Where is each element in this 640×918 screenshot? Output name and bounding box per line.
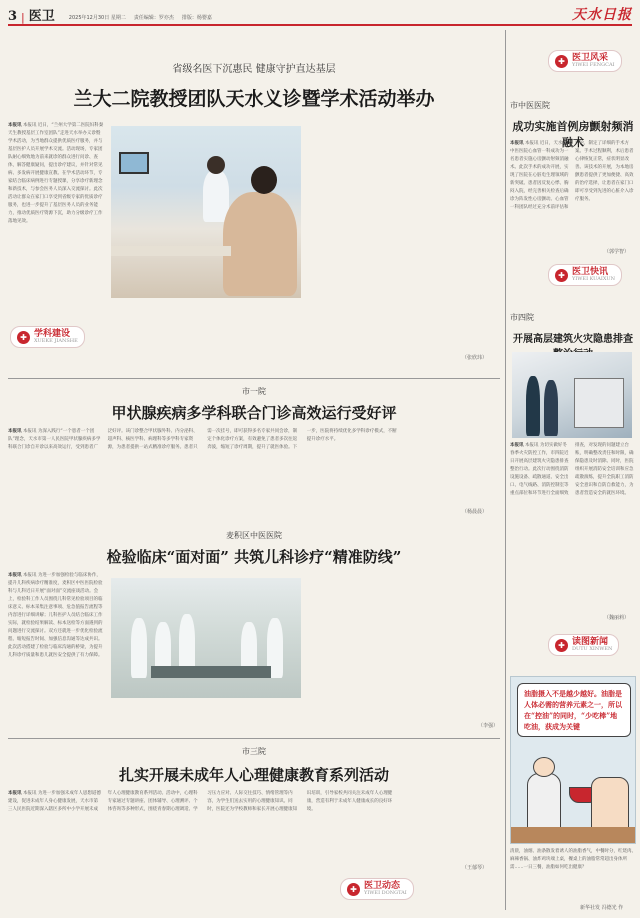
- main-headline: 兰大二院教授团队天水义诊暨学术活动举办: [73, 88, 435, 110]
- column-rule: [505, 30, 506, 910]
- rubric-kuaixun: [548, 264, 622, 286]
- rubric-kuaixun-cn: 医卫快讯: [572, 267, 609, 277]
- cross-icon: ✚: [555, 639, 568, 652]
- inspector-figure: [544, 380, 558, 436]
- diner-figure: [591, 777, 629, 831]
- third-dateline: 市三院: [242, 747, 266, 756]
- fourth-byline: （魏丽莉）: [604, 615, 630, 621]
- patient-figure: [223, 192, 297, 296]
- patient-head: [251, 166, 277, 194]
- tcm-byline: （郭学智）: [604, 249, 630, 255]
- main-byline: （张欣玮）: [462, 355, 488, 361]
- third-headline: 扎实开展未成年人心理健康教育系列活动: [118, 766, 389, 784]
- table-shape: [151, 666, 271, 678]
- tcm-body-text: 本报讯 近日，天水市中医医院心血管一科成功为一名患者实施心房颤动射频消融术。此次手术的成功开展，实现了医院在心脏电生理领域的新突破。患者因反复心悸、胸闷入院，经完善相关检查后确诊为阵发性心房颤动。心血管一科团队经过充分术前评估和讨论，制定了详细的手术方案。手术过程顺利，术后患者心律恢复正常，症状明显改善。该技术的开展，为本地房颤患者提供了更加便捷、高效的治疗选择，让患者在家门口即可享受到先进的心脏介入诊疗服务。: [510, 141, 634, 210]
- fourth-body: 本报讯 本报讯 为切实做好冬春季火灾防控工作，市四院近日开展高层建筑火灾隐患排查整治行动。此次行动围绕消防设施设备、疏散通道、安全出口、电气线路、消防控制室等重点部位和环节进行全面细致排查，对发现的问题建立台账，明确整改责任和时限，确保隐患及时消除。同时，医院组织开展消防安全培训和应急疏散演练，提升全院职工消防安全意识和自防自救能力，为患者营造安全的就医环境。: [510, 443, 634, 496]
- rubric-dongtai-cn: 医卫动态: [364, 881, 401, 891]
- rubric-dutu: [548, 634, 619, 656]
- maiji-headline: 检验临床“面对面” 共筑儿科诊疗“精准防线”: [106, 548, 402, 566]
- cross-icon: ✚: [555, 55, 568, 68]
- cartoon-caption: 清晨，油烟、油条散发着诱人的油脂香气，中餐时分，红烧肉、麻辣香锅、油炸鸡块端上桌，餐桌上的油脂常常超出身体所需……一日三餐，油脂如何吃出健康？: [510, 849, 636, 870]
- cross-icon: ✚: [17, 331, 30, 344]
- rubric-yiwei-en: YIWEI FENGCAI: [572, 62, 615, 68]
- newspaper-logo: 天水日报: [572, 7, 632, 23]
- third-body: 本报讯 本报讯 为进一步加强未成年人思想道德建设，促进未成年人身心健康发展，天水市第三人民医院近期深入辖区多所中小学开展未成年人心理健康教育系列活动。活动中，心理科专家通过专题讲座、团体辅导、心理测评、个体咨询等多种形式，围绕青春期心理调适、学习压力应对、人际交往技巧、情绪管理等内容，为学生们送去实用的心理健康知识。同时，医院还为学校教师和家长开展心理健康知识培训，引导家校共同关注未成年人心理健康，营造有利于未成年人健康成长的良好环境。: [8, 791, 393, 812]
- tcm-body: 本报讯 本报讯 近日，天水市中医医院心血管一科成功为一名患者实施心房颤动射频消融术。此次手术的成功开展，实现了医院在心脏电生理领域的新突破。患者因反复心悸、胸闷入院，经完善相关检查后确诊为阵发性心房颤动。心血管一科团队经过充分术前评估和讨论，制定了详细的手术方案。手术过程顺利，术后患者心律恢复正常，症状明显改善。该技术的开展，为本地房颤患者提供了更加便捷、高效的治疗选择，让患者在家门口即可享受到先进的心脏介入诊疗服务。: [510, 141, 634, 210]
- rubric-kuaixun-en: YIWEI KUAIXUN: [572, 276, 615, 282]
- staff-figure: [131, 618, 147, 678]
- desk-shape: [111, 246, 231, 256]
- cross-icon: ✚: [347, 883, 360, 896]
- maiji-body-text: 本报讯 为进一步加强检验与临床协作，提升儿科疾病诊疗精准度，麦积区中医医院检验科与儿科近日开展“面对面”交流座谈活动。会上，检验科工作人员围绕儿科常见检验项目的临床意义、标本采集注意事项、危急值报告流程等内容进行详细讲解；儿科医护人员结合临床工作实际，就检验结果解读、标本送检等方面遇到的问题进行交流探讨。双方还就进一步优化检验流程、缩短报告时间、加强信息沟通等达成共识。此次活动搭建了检验与临床沟通的桥梁，为提升儿科诊疗质量和患儿就医安全提供了有力保障。: [8, 573, 103, 658]
- cartoon-credit: 新华社发 冯德光 作: [580, 905, 624, 911]
- tcm-dateline: 市中医医院: [510, 101, 550, 110]
- first-headline: 甲状腺疾病多学科联合门诊高效运行受好评: [111, 404, 397, 422]
- cartoon-speech-bubble: 油脂摄入不是越少越好。油脂是人体必需的营养元素之一，所以在“控油”的同时，“少吃棒”地吃油，获成为关键: [517, 683, 631, 737]
- rubric-dongtai: [340, 878, 414, 900]
- first-body-text: 本报讯 为深入践行“一个患者一个团队”理念，天水市第一人民医院甲状腺疾病多学科联合门诊自开诊以来高效运行，受到患者广泛好评。该门诊整合甲状腺外科、内分泌科、超声科、核医学科、病理科等多学科专家资源，为患者提供一站式精准诊疗服务。患者只需一次挂号，即可获得多名专家共同会诊，制定个体化诊疗方案，有效避免了患者多次往返奔波，缩短了诊疗周期，提升了就医体验。下一步，医院将持续优化多学科诊疗模式，不断提升诊疗水平。: [8, 429, 397, 450]
- doctor-head: [207, 156, 225, 174]
- rubric-dutu-en: DUTU XINWEN: [572, 646, 613, 652]
- maiji-photo: [111, 578, 301, 698]
- chef-head: [533, 757, 555, 777]
- editor-in-charge: 责任编辑：罗亦杰: [133, 15, 174, 21]
- cartoon-illustration: [510, 676, 636, 844]
- maiji-byline: （李强）: [478, 723, 499, 729]
- maiji-body: 本报讯 本报讯 为进一步加强检验与临床协作，提升儿科疾病诊疗精准度，麦积区中医医院检验科与儿科近日开展“面对面”交流座谈活动。会上，检验科工作人员围绕儿科常见检验项目的临床意义、标本采集注意事项、危急值报告流程等内容进行详细讲解；儿科医护人员结合临床工作实际，就检验结果解读、标本送检等方面遇到的问题进行交流探讨。双方还就进一步优化检验流程、缩短报告时间、加强信息沟通等达成共识。此次活动搭建了检验与临床沟通的桥梁，为提升儿科诊疗质量和患儿就医安全提供了有力保障。: [8, 573, 103, 658]
- main-body: 本报讯 本报讯 近日，“兰州大学第二医院妇科秦天生教授基层工作室团队”走进天水举办义诊暨学术活动，为当地群众提供优质医疗服务，并与基层医护人员开展学术交流。活动现场，专家团队耐心细致地为前来就诊的群众进行问诊、查体，解答健康疑问，提出诊疗建议，并针对常见病、多发病开展健康宣教。在学术活动环节，专家结合临床病例进行专题授课，分享诊疗新理念和新技术，与参会医务人员深入交流探讨。此次活动让群众在家门口享受到省级专家的优质诊疗服务，也进一步提升了基层医务人员的业务能力，推动优质医疗资源下沉，助力分级诊疗工作落地见效。: [8, 123, 104, 224]
- main-body-cont: [111, 302, 495, 362]
- rubric-dutu-cn: 读图新闻: [572, 637, 609, 647]
- main-kicker: 省级名医下沉惠民 健康守护直达基层: [172, 64, 336, 75]
- rubric-xueke-en: XUEKE JIANSHE: [34, 338, 78, 344]
- cross-icon: ✚: [555, 269, 568, 282]
- issue-date: 2025年12月30日 星期二: [68, 15, 126, 21]
- inspector-figure: [526, 376, 540, 436]
- maiji-body-right: [310, 572, 500, 730]
- rubric-yiwei-cn: 医卫风采: [572, 53, 609, 63]
- page-number: 3: [8, 9, 18, 24]
- fourth-photo: [512, 352, 632, 438]
- first-body: 本报讯 本报讯 为深入践行“一个患者一个团队”理念，天水市第一人民医院甲状腺疾病多学科联合门诊自开诊以来高效运行，受到患者广泛好评。该门诊整合甲状腺外科、内分泌科、超声科、核医学科、病理科等多学科专家资源，为患者提供一站式精准诊疗服务。患者只需一次挂号，即可获得多名专家共同会诊，制定个体化诊疗方案，有效避免了患者多次往返奔波，缩短了诊疗周期，提升了就医体验。下一步，医院将持续优化多学科诊疗模式，不断提升诊疗水平。: [8, 429, 397, 450]
- first-byline: （杨晨晨）: [462, 509, 488, 515]
- layout-editor: 排版：杨婴嘉: [181, 15, 212, 21]
- counter-shape: [511, 827, 636, 844]
- fourth-dateline: 市四院: [510, 313, 534, 322]
- chef-figure: [527, 773, 561, 833]
- main-body-text: 本报讯 近日，“兰州大学第二医院妇科秦天生教授基层工作室团队”走进天水举办义诊暨学术活动，为当地群众提供优质医疗服务，并与基层医护人员开展学术交流。活动现场，专家团队耐心细致地为前来就诊的群众进行问诊、查体，解答健康疑问，提出诊疗建议，并针对常见病、多发病开展健康宣教。在学术活动环节，专家结合临床病例进行专题授课，分享诊疗新理念和新技术，与参会医务人员深入交流探讨。此次活动让群众在家门口享受到省级专家的优质诊疗服务，也进一步提升了基层医务人员的业务能力，推动优质医疗资源下沉，助力分级诊疗工作落地见效。: [8, 123, 104, 224]
- page-header: [8, 6, 632, 26]
- first-dateline: 市一院: [242, 387, 266, 396]
- rubric-xueke: [10, 326, 85, 348]
- fourth-body-text: 本报讯 为切实做好冬春季火灾防控工作，市四院近日开展高层建筑火灾隐患排查整治行动。此次行动围绕消防设施设备、疏散通道、安全出口、电气线路、消防控制室等重点部位和环节进行全面细致排查，对发现的问题建立台账，明确整改责任和时限，确保隐患及时消除。同时，医院组织开展消防安全培训和应急疏散演练，提升全院职工消防安全意识和自防自救能力，为患者营造安全的就医环境。: [510, 443, 634, 496]
- row-rule: [8, 378, 500, 379]
- row-rule: [8, 738, 500, 739]
- rubric-yiwei: [548, 50, 622, 72]
- tcm-headline: 成功实施首例房颤射频消融术: [512, 120, 634, 149]
- rubric-dongtai-en: YIWEI DONGTAI: [364, 890, 407, 896]
- equipment-shape: [574, 378, 624, 428]
- section-name: 医卫: [28, 9, 55, 24]
- separator-icon: |: [21, 11, 25, 24]
- fourth-headline: 开展高层建筑火灾隐患排查: [513, 334, 633, 345]
- maiji-body-cont: [111, 702, 301, 732]
- main-photo: [111, 126, 301, 298]
- monitor-shape: [119, 152, 149, 174]
- third-body-text: 本报讯 为进一步加强未成年人思想道德建设，促进未成年人身心健康发展，天水市第三人民医院近期深入辖区多所中小学开展未成年人心理健康教育系列活动。活动中，心理科专家通过专题讲座、团体辅导、心理测评、个体咨询等多种形式，围绕青春期心理调适、学习压力应对、人际交往技巧、情绪管理等内容，为学生们送去实用的心理健康知识。同时，医院还为学校教师和家长开展心理健康知识培训，引导家校共同关注未成年人心理健康，营造有利于未成年人健康成长的良好环境。: [8, 791, 393, 812]
- third-byline: （王郁琴）: [462, 865, 488, 871]
- header-meta: [69, 14, 212, 24]
- rubric-xueke-cn: 学科建设: [34, 329, 71, 339]
- maiji-dateline: 麦积区中医医院: [226, 531, 282, 540]
